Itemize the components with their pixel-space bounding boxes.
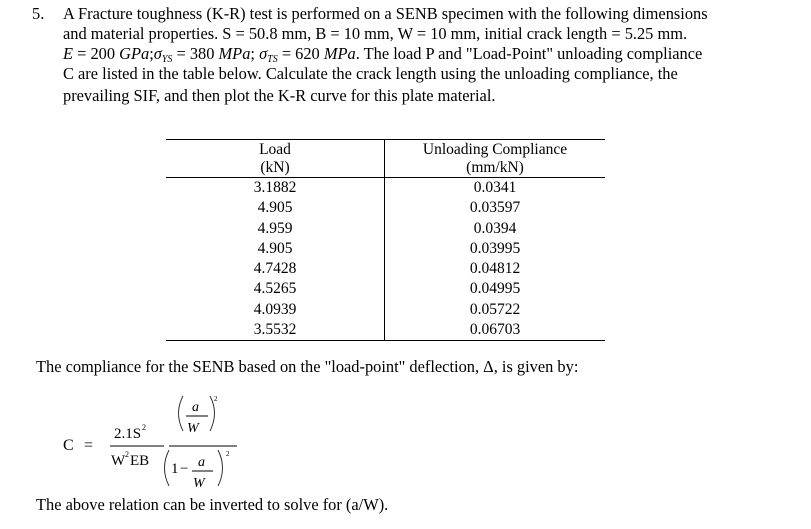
eq-den-exp: 2 <box>226 450 230 458</box>
eq-den-w: W <box>193 476 205 491</box>
eq-coef-num: 2.1S <box>114 426 142 442</box>
eq-coef-den-eb: EB <box>130 453 150 469</box>
symbol-E: E <box>63 44 74 63</box>
eq-coef-den-w: W <box>111 453 126 469</box>
eq-den-one: 1 <box>171 461 179 477</box>
table-row: 3.1882 0.0341 <box>166 178 605 199</box>
problem-line-5: prevailing SIF, and then plot the K-R curve for this plate material. <box>63 86 496 105</box>
table-row: 3.5532 0.06703 <box>166 320 605 341</box>
table-row: 4.5265 0.04995 <box>166 279 605 299</box>
eq-den-a: a <box>198 455 205 470</box>
symbol-sigma-ts: σ <box>259 44 268 63</box>
compliance-intro: The compliance for the SENB based on the "load-point" deflection, Δ, is given by: <box>36 357 579 376</box>
eq-num-a: a <box>192 400 199 415</box>
eq-right-paren-bottom <box>218 450 223 486</box>
problem-line-3: E = 200 $GPa;\sigma_{YS} = 380$ MPa; $\sigma_{TS} = 620$ MPa. The load P and "Load-Point" unloading compliance <box>63 44 703 65</box>
load-compliance-table <box>166 139 605 341</box>
table-row: 4.959 0.0394 <box>166 219 605 239</box>
closing-sentence: The above relation can be inverted to solve for (a/W). <box>36 495 389 514</box>
problem-line-2: and material properties. S = 50.8 mm, B = 10 mm, W = 10 mm, initial crack length = 5.25 mm. <box>63 24 688 43</box>
problem-line-4: C are listed in the table below. Calculate the crack length using the unloading compliance, the <box>63 64 678 83</box>
table-row: 4.7428 0.04812 <box>166 259 605 279</box>
table-row: 4.0939 0.05722 <box>166 300 605 320</box>
eq-lhs-C: C <box>63 437 74 454</box>
symbol-sigma-ys: σ <box>153 44 162 63</box>
eq-coef-num-exp: 2 <box>142 423 146 432</box>
eq-coef-den-exp: 2 <box>125 450 129 459</box>
eq-num-w: W <box>187 421 199 436</box>
eq-equals: = <box>84 437 94 454</box>
eq-den-minus: − <box>180 461 189 477</box>
compliance-header: Unloading Compliance (mm/kN) <box>385 140 606 178</box>
table-row: 4.905 0.03995 <box>166 239 605 259</box>
problem-number: 5. <box>32 4 45 23</box>
eq-left-paren-bottom <box>165 450 170 486</box>
table-row: 4.905 0.03597 <box>166 198 605 218</box>
problem-line-1: A Fracture toughness (K-R) test is performed on a SENB specimen with the following dimensions <box>63 4 708 23</box>
eq-num-exp: 2 <box>214 395 218 403</box>
load-header: Load (kN) <box>166 140 385 178</box>
eq-left-paren-top <box>179 396 184 431</box>
compliance-equation <box>55 388 255 498</box>
table-header-row <box>166 140 605 178</box>
